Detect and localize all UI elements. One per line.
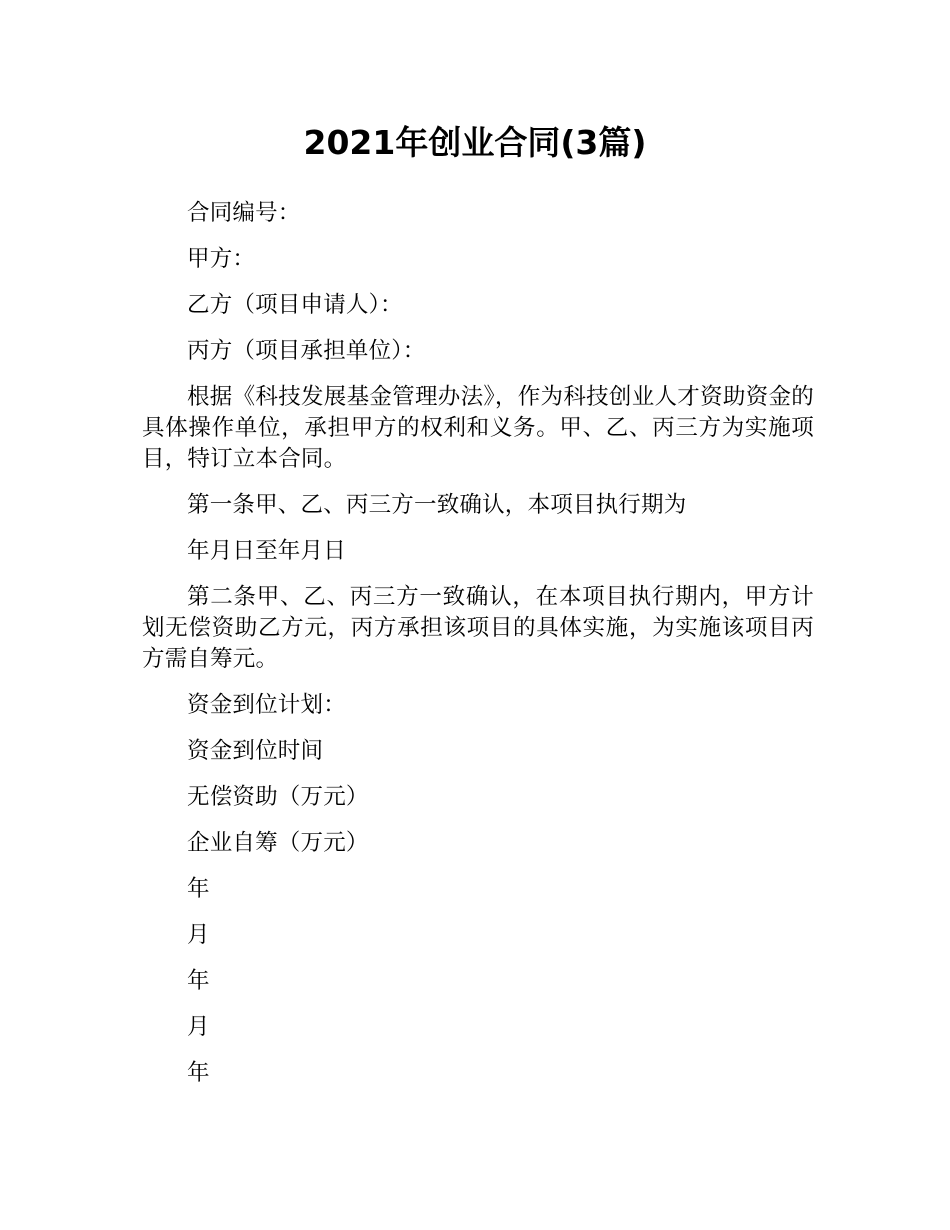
paragraph-self-funding: 企业自筹（万元） [187,830,369,856]
paragraph-year: 年 [187,876,210,902]
paragraph-party-c: 丙方（项目承担单位）： [187,338,426,364]
paragraph-year: 年 [187,968,210,994]
document-title: 2021年创业合同(3篇) [303,123,647,162]
paragraph-article-2: 第二条甲、乙、丙三方一致确认，在本项目执行期内，甲方计划无偿资助乙方元，丙方承担该项目的具体实施，为实施该项目丙方需自筹元。 [142,584,814,672]
document-body [142,198,814,1104]
paragraph-party-a: 甲方： [187,246,256,272]
paragraph-year: 年 [187,1060,210,1086]
paragraph-period: 年月日至年月日 [187,538,346,564]
paragraph-article-1: 第一条甲、乙、丙三方一致确认，本项目执行期为 [187,492,687,518]
paragraph-party-b: 乙方（项目申请人）： [187,292,403,318]
paragraph-funding-plan: 资金到位计划： [187,692,346,718]
paragraph-month: 月 [187,1014,210,1040]
paragraph-month: 月 [187,922,210,948]
paragraph-preamble: 根据《科技发展基金管理办法》，作为科技创业人才资助资金的具体操作单位，承担甲方的权利和义务。甲、乙、丙三方为实施项目，特订立本合同。 [142,384,814,472]
paragraph-funding-time: 资金到位时间 [187,738,324,764]
paragraph-contract-number: 合同编号： [187,200,301,226]
paragraph-grant-amount: 无偿资助（万元） [187,784,369,810]
